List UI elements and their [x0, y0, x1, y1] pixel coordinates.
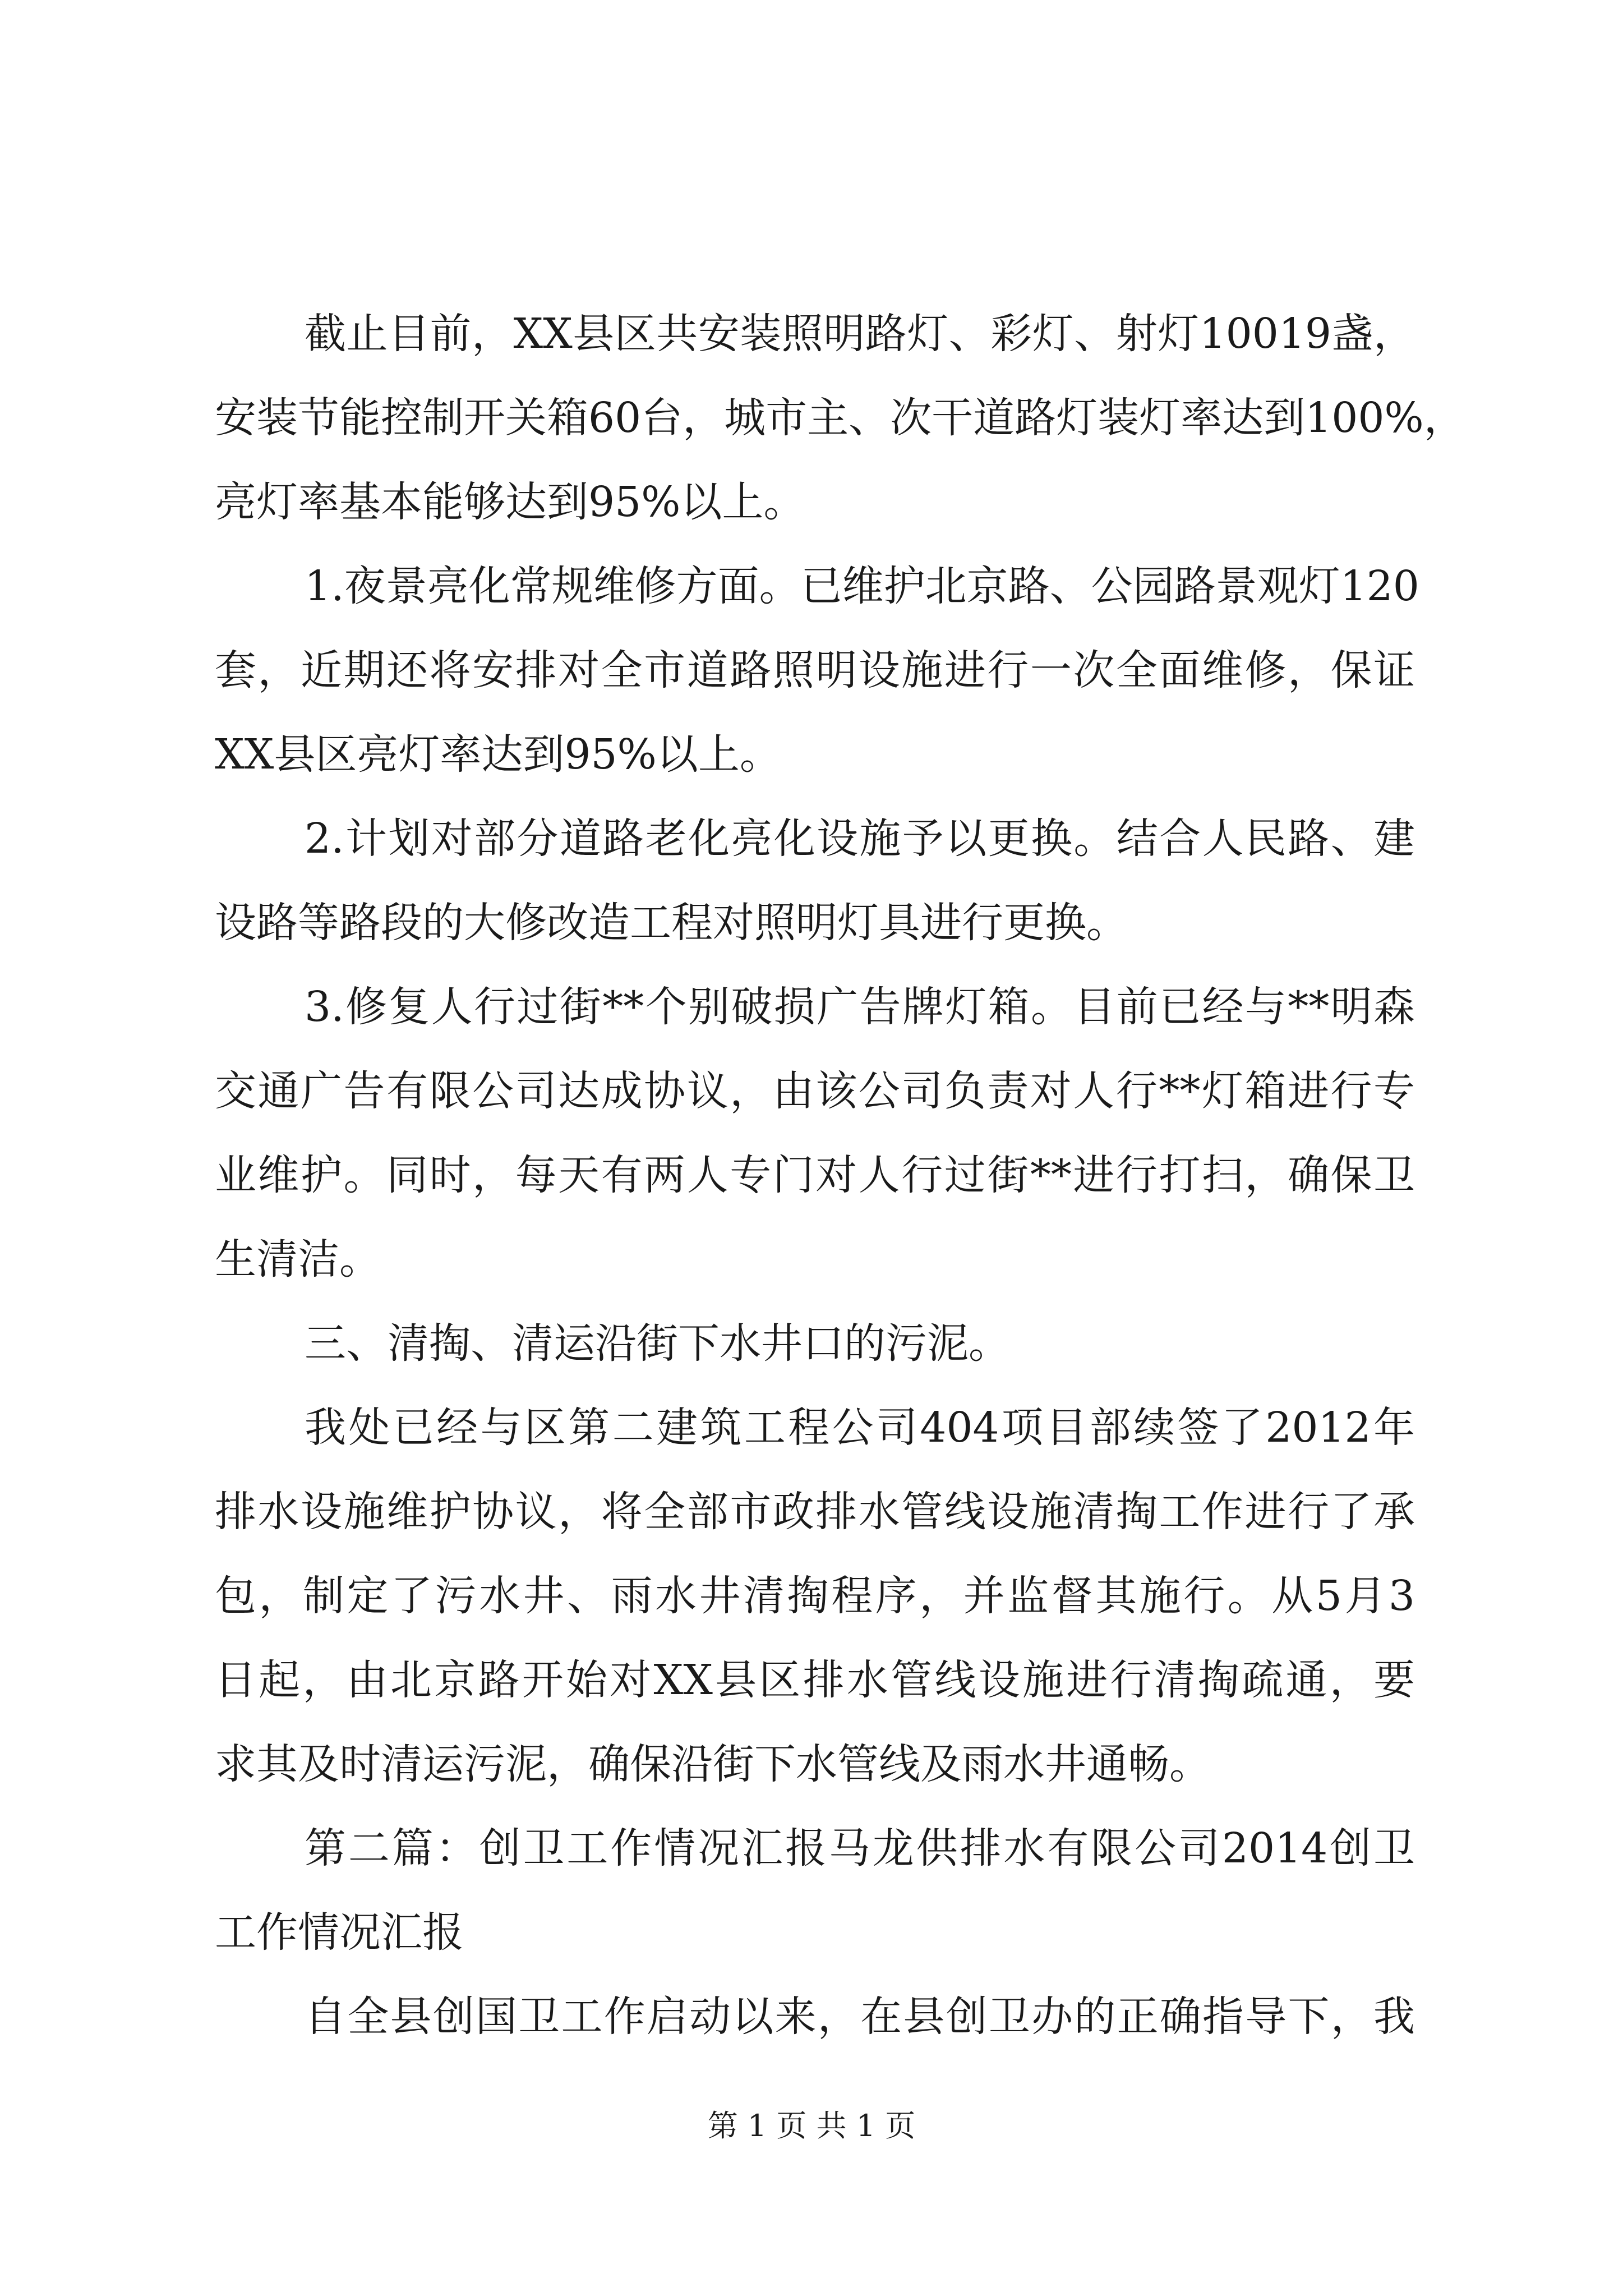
- text-line: 业维护。同时，每天有两人专门对人行过街**进行打扫，确保卫: [215, 1151, 1415, 1199]
- text-line: 2.计划对部分道路老化亮化设施予以更换。结合人民路、建: [305, 815, 1415, 863]
- text-line: 设路等路段的大修改造工程对照明灯具进行更换。: [215, 899, 1128, 947]
- text-line: 排水设施维护协议，将全部市政排水管线设施清掏工作进行了承: [215, 1488, 1415, 1536]
- text-line: 工作情况汇报: [215, 1908, 464, 1957]
- text-line: 第二篇：创卫工作情况汇报马龙供排水有限公司2014创卫: [305, 1824, 1415, 1872]
- document-body: [215, 292, 1465, 2059]
- text-line: 交通广告有限公司达成协议，由该公司负责对人行**灯箱进行专: [215, 1067, 1415, 1115]
- text-line: XX县区亮灯率达到95%以上。: [215, 730, 781, 779]
- text-line: 自全县创国卫工作启动以来，在县创卫办的正确指导下，我: [305, 1993, 1415, 2041]
- text-line: 亮灯率基本能够达到95%以上。: [215, 478, 805, 526]
- text-line: 包，制定了污水井、雨水井清掏程序，并监督其施行。从5月3: [215, 1572, 1415, 1620]
- text-line: 生清洁。: [215, 1235, 381, 1283]
- text-line: 我处已经与区第二建筑工程公司404项目部续签了2012年: [305, 1404, 1415, 1452]
- text-line: 1.夜景亮化常规维修方面。已维护北京路、公园路景观灯120: [305, 562, 1419, 610]
- text-line: 求其及时清运污泥，确保沿街下水管线及雨水井通畅。: [215, 1740, 1211, 1788]
- page-footer: 第 1 页 共 1 页: [707, 2108, 916, 2143]
- text-line: 3.修复人行过街**个别破损广告牌灯箱。目前已经与**明森: [305, 983, 1415, 1031]
- text-line: 日起，由北京路开始对XX县区排水管线设施进行清掏疏通，要: [215, 1656, 1415, 1704]
- text-line: 套，近期还将安排对全市道路照明设施进行一次全面维修，保证: [215, 646, 1415, 694]
- text-line: 安装节能控制开关箱60台，城市主、次干道路灯装灯率达到100%，: [215, 394, 1465, 442]
- text-line: 截止目前，XX县区共安装照明路灯、彩灯、射灯10019盏，: [305, 310, 1415, 358]
- text-line: 三、清掏、清运沿街下水井口的污泥。: [305, 1319, 1010, 1368]
